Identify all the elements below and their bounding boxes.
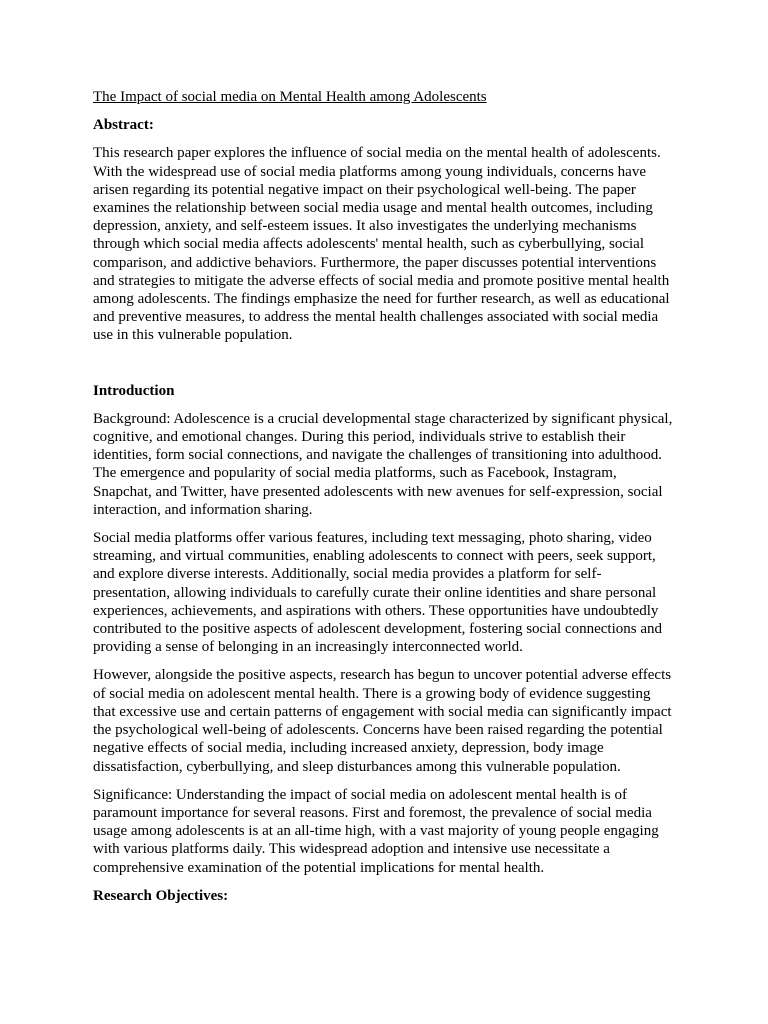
introduction-paragraph-significance: Significance: Understanding the impact of social media on adolescent mental health is of paramount importance for several reasons. First and foremost, the prevalence of social media usage among adolescents is at an all-time high, with a vast majority of young people engaging with various platforms daily. This widespread adoption and intensive use necessitate a comprehensive examination of the potential implications for mental health. [93,786,659,876]
abstract-paragraph: This research paper explores the influence of social media on the mental health of adolescents. With the widespread use of social media platforms among young individuals, concerns have arisen regarding its potential negative impact on their psychological well-being. The paper examines the relationship between social media usage and mental health outcomes, including depression, anxiety, and self-esteem issues. It also investigates the underlying mechanisms through which social media affects adolescents' mental health, such as cyberbullying, social comparison, and addictive behaviors. Furthermore, the paper discusses potential interventions and strategies to mitigate the adverse effects of social media and promote positive mental health among adolescents. The findings emphasize the need for further research, as well as educational and preventive measures, to address the mental health challenges associated with social media use in this vulnerable population. [93,145,670,344]
document-title: The Impact of social media on Mental Health among Adolescents [93,89,487,105]
abstract-heading: Abstract: [93,117,154,134]
document-page [93,88,675,915]
introduction-paragraph-features: Social media platforms offer various features, including text messaging, photo sharing, video streaming, and virtual communities, enabling adolescents to connect with peers, seek support, and explore diverse interests. Additionally, social media provides a platform for self-presentation, allowing individuals to carefully curate their online identities and share personal experiences, achievements, and aspirations with others. These opportunities have undoubtedly contributed to the positive aspects of adolescent development, fostering social connections and providing a sense of belonging in an increasingly interconnected world. [93,530,663,656]
introduction-paragraph-adverse-effects: However, alongside the positive aspects, research has begun to uncover potential adverse effects of social media on adolescent mental health. There is a growing body of evidence suggesting that excessive use and certain patterns of engagement with social media can significantly impact the psychological well-being of adolescents. Concerns have been raised regarding the potential negative effects of social media, including increased anxiety, depression, body image dissatisfaction, cyberbullying, and sleep disturbances among this vulnerable population. [93,667,672,775]
introduction-paragraph-background: Background: Adolescence is a crucial developmental stage characterized by significant physical, cognitive, and emotional changes. During this period, individuals strive to establish their identities, form social connections, and navigate the challenges of transitioning into adulthood. The emergence and popularity of social media platforms, such as Facebook, Instagram, Snapchat, and Twitter, have presented adolescents with new avenues for self-expression, social interaction, and information sharing. [93,410,673,518]
research-objectives-heading: Research Objectives: [93,887,229,904]
introduction-heading: Introduction [93,382,175,399]
section-spacer [93,355,675,382]
